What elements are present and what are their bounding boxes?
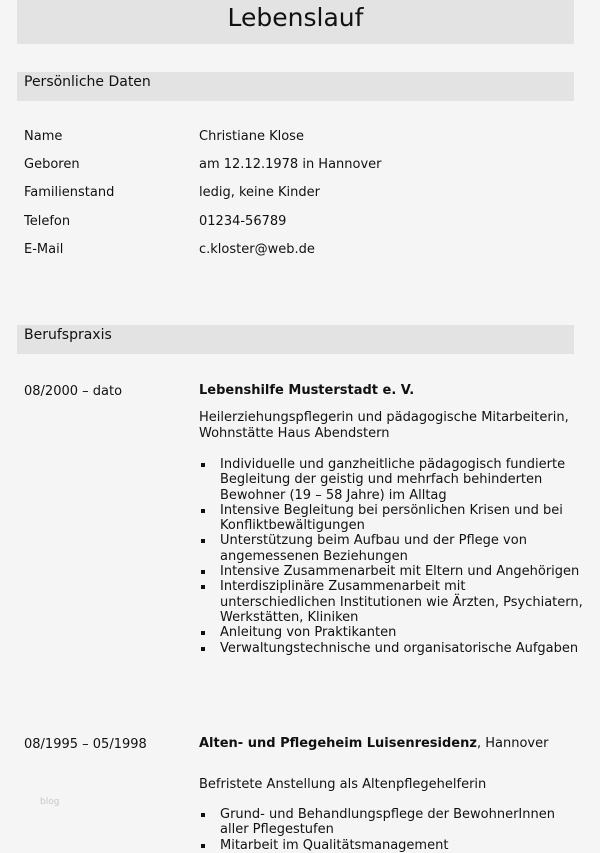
page-title: Lebenslauf (17, 0, 574, 44)
list-item: Verwaltungstechnische und organisatorische Aufgaben (199, 641, 584, 656)
list-item: Mitarbeit im Qualitätsmanagement (199, 838, 584, 853)
value-marital-status: ledig, keine Kinder (199, 185, 321, 200)
job-position-line: Heilerziehungspflegerin und pädagogische Mitarbeiterin, (199, 410, 569, 425)
job-position-line: Wohnstätte Haus Abendstern (199, 426, 390, 441)
label-born: Geboren (24, 157, 80, 172)
list-item: Anleitung von Praktikanten (199, 625, 584, 640)
job-period: 08/1995 – 05/1998 (24, 737, 147, 752)
list-item: Unterstützung beim Aufbau und der Pflege von angemessenen Beziehungen (199, 533, 584, 564)
job-task-list (199, 457, 584, 656)
job-employer-line (199, 736, 579, 751)
label-email: E-Mail (24, 242, 64, 257)
value-name: Christiane Klose (199, 129, 304, 144)
section-heading-practice: Berufspraxis (17, 325, 574, 354)
job-period: 08/2000 – dato (24, 384, 123, 399)
list-item: Intensive Zusammenarbeit mit Eltern und Angehörigen (199, 564, 584, 579)
list-item: Interdisziplinäre Zusammenarbeit mit unterschiedlichen Institutionen wie Ärzten, Psychiatern, Werkstätten, Kliniken (199, 579, 584, 625)
watermark: blog (40, 797, 60, 807)
list-item: Grund- und Behandlungspflege der BewohnerInnen aller Pflegestufen (199, 807, 584, 838)
list-item: Individuelle und ganzheitliche pädagogisch fundierte Begleitung der geistig und mehrfach behinderten Bewohner (19 – 58 Jahre) im Alltag (199, 457, 584, 503)
value-phone: 01234-56789 (199, 214, 287, 229)
label-phone: Telefon (24, 214, 71, 229)
label-name: Name (24, 129, 63, 144)
label-marital-status: Familienstand (24, 185, 115, 200)
job-position: Befristete Anstellung als Altenpflegehelferin (199, 777, 487, 792)
section-heading-personal: Persönliche Daten (17, 72, 574, 101)
job-location: , Hannover (476, 736, 549, 751)
job-task-list (199, 807, 584, 853)
job-employer: Lebenshilfe Musterstadt e. V. (199, 383, 415, 398)
value-email: c.kloster@web.de (199, 242, 315, 257)
value-born: am 12.12.1978 in Hannover (199, 157, 382, 172)
job-employer: Alten- und Pflegeheim Luisenresidenz (199, 736, 477, 751)
list-item: Intensive Begleitung bei persönlichen Krisen und bei Konfliktbewältigungen (199, 503, 584, 534)
